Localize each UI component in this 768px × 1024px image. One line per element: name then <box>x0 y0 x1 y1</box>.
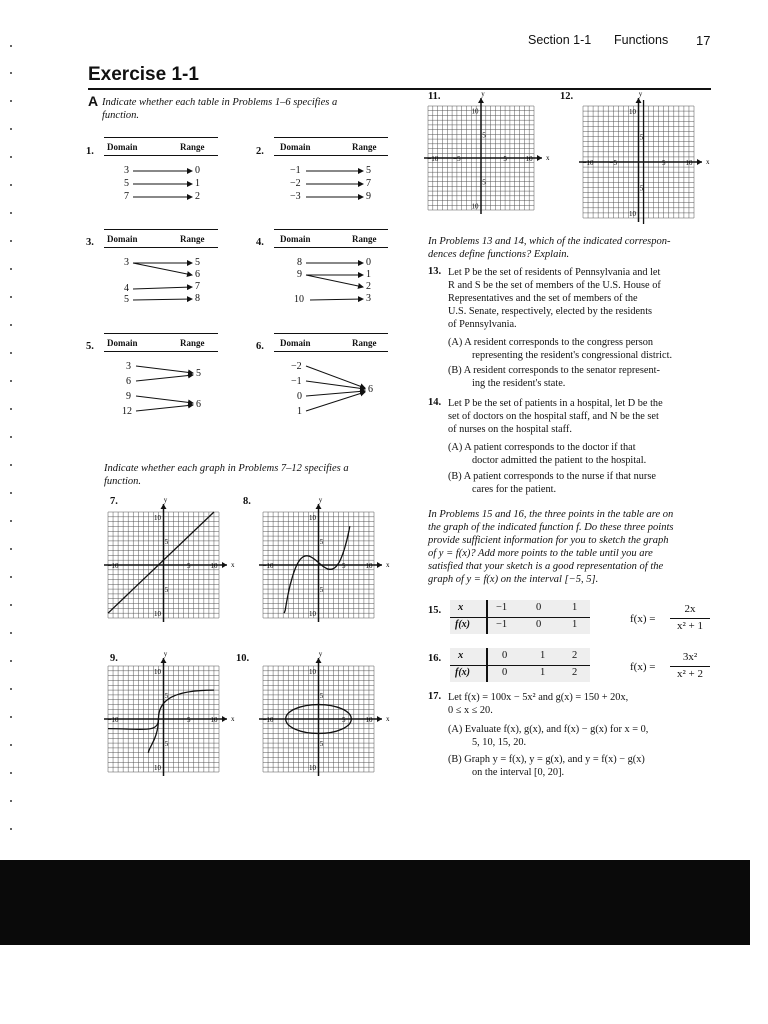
domain-value: −2 <box>291 361 302 372</box>
graph-7 <box>100 498 235 626</box>
tick-label: 10 <box>154 610 161 619</box>
problem-number: 13. <box>428 266 442 277</box>
graph-curve <box>108 690 214 729</box>
p13-a: (A) A resident corresponds to the congress person <box>448 337 654 348</box>
x-arrow-icon <box>377 716 382 722</box>
tick-label: 10 <box>210 562 218 570</box>
domain-header: Domain <box>280 338 311 348</box>
problem-number: 7. <box>110 496 118 507</box>
range-value: 2 <box>195 191 200 202</box>
domain-value: 10 <box>294 294 304 305</box>
tick-label: 5 <box>164 740 169 749</box>
domain-value: 3 <box>126 361 131 372</box>
domain-value: 9 <box>126 391 131 402</box>
tick-label: 5 <box>319 740 324 749</box>
range-value: 6 <box>368 384 373 395</box>
tick-label: −10 <box>107 562 119 570</box>
problem-number: 5. <box>86 341 94 352</box>
tick-label: 10 <box>309 764 316 773</box>
scan-black-bar <box>0 860 750 945</box>
p14-b: (B) A patient corresponds to the nurse if that nurse <box>448 471 656 482</box>
p17-a: 5, 10, 15, 20. <box>472 737 527 748</box>
tick-label: 5 <box>341 562 346 570</box>
y-axis-label: y <box>163 652 168 658</box>
tick-label: 10 <box>629 209 636 218</box>
domain-value: 5 <box>124 178 129 189</box>
tick-label: −10 <box>427 155 439 163</box>
range-header: Range <box>352 142 377 152</box>
title-rule <box>88 88 711 90</box>
p16-fdef: f(x) = <box>630 661 656 673</box>
y-axis-label: y <box>481 92 485 98</box>
exercise-title: Exercise 1-1 <box>88 64 199 85</box>
problem-number: 11. <box>428 91 441 102</box>
y-axis-label: y <box>318 498 323 504</box>
range-value: 7 <box>195 281 200 292</box>
page-number: 17 <box>696 33 711 48</box>
p14-line: of nurses on the hospital staff. <box>448 424 572 435</box>
range-header: Range <box>180 142 205 152</box>
mapping-arrows-5 <box>100 356 220 422</box>
problem-number: 14. <box>428 397 442 408</box>
domain-value: −3 <box>290 191 301 202</box>
p15-16-intro: of y = f(x)? Add more points to the table until you are <box>428 548 653 559</box>
fx-value: 2 <box>572 667 578 678</box>
tick-label: −5 <box>453 155 461 163</box>
fx-value: 1 <box>572 619 578 630</box>
p13-b: (B) A resident corresponds to the senator represent- <box>448 365 660 376</box>
p13-14-intro-1: In Problems 13 and 14, which of the indicated correspon- <box>428 236 671 247</box>
domain-value: −1 <box>290 165 301 176</box>
tick-label: 10 <box>471 107 479 116</box>
fx-value: 1 <box>540 667 546 678</box>
p15-numerator: 2x <box>684 603 696 615</box>
tick-label: 10 <box>210 716 218 724</box>
tick-label: 5 <box>661 159 666 167</box>
tick-label: 5 <box>503 155 507 163</box>
x-arrow-icon <box>222 716 227 722</box>
y-axis-label: y <box>318 652 323 658</box>
p15-16-intro: In Problems 15 and 16, the three points in the table are on <box>428 509 674 520</box>
range-value: 9 <box>366 191 371 202</box>
range-value: 0 <box>366 257 371 268</box>
x-value: 1 <box>540 650 546 661</box>
tick-label: 5 <box>482 131 486 140</box>
tick-label: 10 <box>154 513 161 522</box>
graph-12 <box>575 92 710 226</box>
domain-value: 7 <box>124 191 129 202</box>
problem-number: 6. <box>256 341 264 352</box>
p13-line: R and S be the set of members of the U.S. House of <box>448 280 661 291</box>
range-value: 1 <box>366 269 371 280</box>
mapping-arrows-1 <box>100 160 220 210</box>
tick-label: 10 <box>309 667 316 676</box>
y-arrow-icon <box>161 658 167 663</box>
x-axis-label: x <box>231 561 235 569</box>
tick-label: 10 <box>471 202 479 211</box>
domain-header: Domain <box>107 338 138 348</box>
tick-label: 10 <box>629 108 636 117</box>
tick-label: 10 <box>154 764 161 773</box>
x-value: 0 <box>536 602 542 613</box>
range-value: 5 <box>195 257 200 268</box>
x-value: −1 <box>496 602 508 613</box>
range-header: Range <box>180 234 205 244</box>
domain-value: 8 <box>297 257 302 268</box>
tick-label: 5 <box>186 562 191 570</box>
tick-label: 5 <box>482 178 486 187</box>
domain-value: 0 <box>297 391 302 402</box>
p14-a: (A) A patient corresponds to the doctor if that <box>448 442 636 453</box>
mapping-arrows-4 <box>270 252 390 307</box>
problem-number: 15. <box>428 605 442 616</box>
p15-table <box>450 600 590 634</box>
problem-number: 8. <box>243 496 251 507</box>
tick-label: −10 <box>582 159 594 167</box>
domain-value: 12 <box>122 406 132 417</box>
tick-label: 10 <box>309 610 316 619</box>
tick-label: 5 <box>639 133 644 142</box>
tick-label: 5 <box>319 537 324 546</box>
header-topic: Functions <box>614 33 669 47</box>
p14-line: Let P be the set of patients in a hospital, let D be the <box>448 398 663 409</box>
p16-numerator: 3x² <box>682 651 698 663</box>
domain-value: 3 <box>124 165 129 176</box>
p13-14-intro-2: dences define functions? Explain. <box>428 249 570 260</box>
p16-denominator: x² + 2 <box>676 668 703 680</box>
p15-denominator: x² + 1 <box>676 620 703 632</box>
tick-label: 5 <box>341 716 346 724</box>
p14-a: doctor admitted the patient to the hospital. <box>472 455 647 466</box>
problem-number: 1. <box>86 146 94 157</box>
problem-number: 9. <box>110 653 118 664</box>
problem-number: 4. <box>256 237 264 248</box>
x-axis-label: x <box>386 561 390 569</box>
range-value: 5 <box>196 368 201 379</box>
range-value: 2 <box>366 281 371 292</box>
tick-label: 5 <box>319 691 324 700</box>
range-value: 6 <box>195 269 200 280</box>
graph-8 <box>255 498 390 626</box>
domain-value: 3 <box>124 257 129 268</box>
x-value: 2 <box>572 650 578 661</box>
fx-value: 0 <box>536 619 542 630</box>
graphs-instruction-2: function. <box>104 476 142 487</box>
p17-b: on the interval [0, 20]. <box>472 767 565 778</box>
p13-line: Representatives and the set of members of the <box>448 293 638 304</box>
fx-value: 0 <box>502 667 508 678</box>
p15-16-intro: provide sufficient information for you to sketch the graph <box>428 535 669 546</box>
mapping-arrows-3 <box>100 252 220 307</box>
range-value: 8 <box>195 293 200 304</box>
part-a-instruction-2: function. <box>102 110 140 121</box>
fx-label: f(x) <box>455 619 470 630</box>
domain-header: Domain <box>107 142 138 152</box>
x-arrow-icon <box>377 562 382 568</box>
domain-value: 1 <box>297 406 302 417</box>
x-arrow-icon <box>222 562 227 568</box>
p15-16-intro: satisfied that your sketch is a good representation of the <box>428 561 664 572</box>
range-value: 0 <box>195 165 200 176</box>
domain-value: −2 <box>290 178 301 189</box>
y-axis-label: y <box>638 92 643 98</box>
tick-label: 10 <box>525 155 533 163</box>
problem-number: 17. <box>428 691 442 702</box>
domain-header: Domain <box>280 234 311 244</box>
domain-header: Domain <box>280 142 311 152</box>
graph-curve <box>108 512 214 613</box>
problem-number: 3. <box>86 237 94 248</box>
y-arrow-icon <box>636 98 642 103</box>
range-value: 7 <box>366 178 371 189</box>
p17-a: (A) Evaluate f(x), g(x), and f(x) − g(x) for x = 0, <box>448 724 649 735</box>
tick-label: 10 <box>365 716 373 724</box>
domain-header: Domain <box>107 234 138 244</box>
p13-a: representing the resident's congressional district. <box>472 350 673 361</box>
graph-10 <box>255 652 390 780</box>
x-value: 0 <box>502 650 508 661</box>
domain-value: 5 <box>124 294 129 305</box>
domain-value: 6 <box>126 376 131 387</box>
mapping-arrows-6 <box>270 356 390 422</box>
problem-number: 2. <box>256 146 264 157</box>
x-arrow-icon <box>537 155 542 161</box>
header-section: Section 1-1 <box>528 33 592 47</box>
x-label: x <box>458 602 464 613</box>
part-a-instruction-1: Indicate whether each table in Problems 1–6 specifies a <box>102 97 338 108</box>
graph-11 <box>420 92 550 218</box>
x-value: 1 <box>572 602 578 613</box>
y-arrow-icon <box>478 98 484 103</box>
x-arrow-icon <box>697 159 702 165</box>
range-header: Range <box>352 234 377 244</box>
tick-label: 5 <box>164 691 169 700</box>
x-axis-label: x <box>386 715 390 723</box>
range-header: Range <box>352 338 377 348</box>
tick-label: 5 <box>639 184 644 193</box>
tick-label: −10 <box>107 716 119 724</box>
tick-label: −5 <box>609 159 617 167</box>
tick-label: 10 <box>365 562 373 570</box>
p17-b: (B) Graph y = f(x), y = g(x), and y = f(x) − g(x) <box>448 754 645 765</box>
y-axis-label: y <box>163 498 168 504</box>
tick-label: −10 <box>262 716 274 724</box>
p13-line: of Pennsylvania. <box>448 319 517 330</box>
p13-line: U.S. Senate, respectively, elected by the residents <box>448 306 653 317</box>
p15-16-intro: graph of y = f(x) on the interval [−5, 5]. <box>428 574 599 585</box>
range-header: Range <box>180 338 205 348</box>
problem-number: 16. <box>428 653 442 664</box>
range-value: 6 <box>196 399 201 410</box>
p17-line: Let f(x) = 100x − 5x² and g(x) = 150 + 20x, <box>448 692 629 703</box>
y-arrow-icon <box>316 658 322 663</box>
domain-value: 4 <box>124 283 129 294</box>
mapping-arrows-2 <box>270 160 390 210</box>
part-letter: A <box>88 93 99 109</box>
tick-label: 10 <box>685 159 693 167</box>
p14-line: set of doctors on the hospital staff, and N be the set <box>448 411 659 422</box>
problem-number: 12. <box>560 91 574 102</box>
x-axis-label: x <box>706 158 710 166</box>
problem-number: 10. <box>236 653 250 664</box>
p14-b: cares for the patient. <box>472 484 557 495</box>
tick-label: 5 <box>164 537 169 546</box>
p15-16-intro: the graph of the indicated function f. Do these three points <box>428 522 674 533</box>
range-value: 5 <box>366 165 371 176</box>
tick-label: 10 <box>154 667 161 676</box>
fx-value: −1 <box>496 619 508 630</box>
x-label: x <box>458 650 464 661</box>
tick-label: −10 <box>262 562 274 570</box>
domain-value: 9 <box>297 269 302 280</box>
tick-label: 5 <box>319 586 324 595</box>
p13-b: ing the resident's state. <box>472 378 566 389</box>
y-arrow-icon <box>161 504 167 509</box>
graphs-instruction-1: Indicate whether each graph in Problems 7–12 specifies a <box>104 463 349 474</box>
x-axis-label: x <box>231 715 235 723</box>
tick-label: 5 <box>164 586 169 595</box>
tick-label: 5 <box>186 716 191 724</box>
fx-label: f(x) <box>455 667 470 678</box>
fraction-bar <box>670 618 710 619</box>
p16-table <box>450 648 590 682</box>
range-value: 1 <box>195 178 200 189</box>
y-arrow-icon <box>316 504 322 509</box>
domain-value: −1 <box>291 376 302 387</box>
p15-fdef: f(x) = <box>630 613 656 625</box>
x-axis-label: x <box>546 154 550 162</box>
p17-line: 0 ≤ x ≤ 20. <box>448 705 493 716</box>
fraction-bar <box>670 666 710 667</box>
range-value: 3 <box>366 293 371 304</box>
tick-label: 10 <box>309 513 316 522</box>
graph-9 <box>100 652 235 780</box>
p13-line: Let P be the set of residents of Pennsylvania and let <box>448 267 661 278</box>
